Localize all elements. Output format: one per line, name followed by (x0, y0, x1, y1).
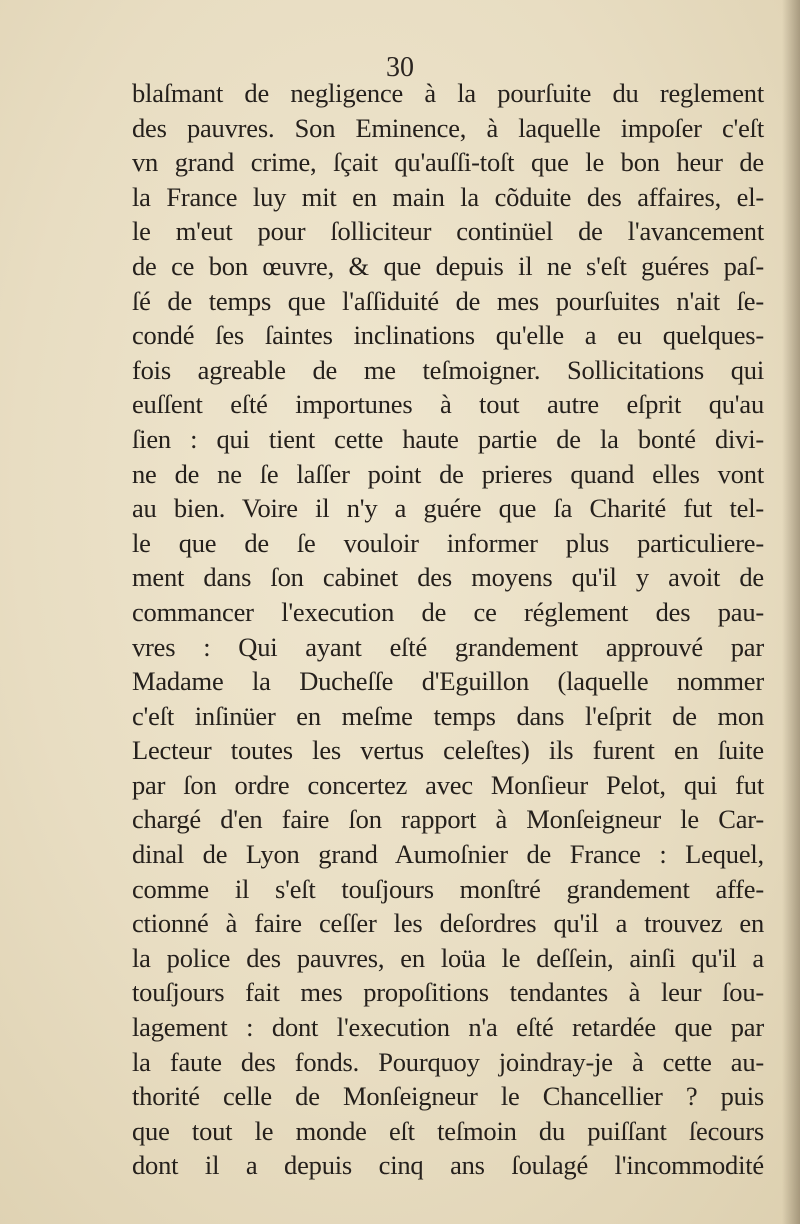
text-line: de ce bon œuvre, & que depuis il ne s'eſt guéres paſ- (132, 250, 764, 281)
body-text (132, 76, 764, 1183)
text-line: ſien : qui tient cette haute partie de la bonté divi- (132, 423, 764, 454)
text-line: vres : Qui ayant eſté grandement approuvé par (132, 631, 764, 662)
text-line: le que de ſe vouloir informer plus particuliere- (132, 527, 764, 558)
text-line: le m'eut pour ſolliciteur continüel de l'avancement (132, 216, 764, 247)
text-line: chargé d'en faire ſon rapport à Monſeigneur le Car- (132, 804, 764, 835)
text-line: blaſmant de negligence à la pourſuite du reglement (132, 78, 764, 108)
text-line: comme il s'eſt touſjours monſtré grandement affe- (132, 873, 764, 904)
text-line: euſſent eſté importunes à tout autre eſprit qu'au (132, 389, 764, 420)
page-edge-shadow (782, 0, 800, 1224)
text-line: Lecteur toutes les vertus celeſtes) ils furent en ſuite (132, 735, 764, 766)
text-line: ment dans ſon cabinet des moyens qu'il y avoit de (132, 562, 764, 593)
text-line: par ſon ordre concertez avec Monſieur Pelot, qui fut (132, 769, 764, 800)
text-line: commancer l'execution de ce réglement des pau- (132, 596, 764, 627)
text-line: vn grand crime, ſçait qu'auſſi-toſt que le bon heur de (132, 147, 764, 178)
text-line: condé ſes ſaintes inclinations qu'elle a eu quelques- (132, 320, 764, 351)
text-line: dont il a depuis cinq ans ſoulagé l'incommodité (132, 1150, 764, 1181)
text-line: fois agreable de me teſmoigner. Sollicitations qui (132, 354, 764, 385)
text-line: thorité celle de Monſeigneur le Chancellier ? puis (132, 1081, 764, 1112)
text-line: dinal de Lyon grand Aumoſnier de France : Lequel, (132, 839, 764, 870)
text-line: ſé de temps que l'aſſiduité de mes pourſuites n'ait ſe- (132, 285, 764, 316)
text-line: touſjours fait mes propoſitions tendantes à leur ſou- (132, 977, 764, 1008)
text-line: ctionné à faire ceſſer les deſordres qu'il a trouvez en (132, 908, 764, 939)
text-line: la faute des fonds. Pourquoy joindray-je à cette au- (132, 1046, 764, 1077)
text-line: des pauvres. Son Eminence, à laquelle impoſer c'eſt (132, 112, 764, 143)
text-line: Madame la Ducheſſe d'Eguillon (laquelle nommer (132, 666, 764, 697)
text-line: que tout le monde eſt teſmoin du puiſſant ſecours (132, 1115, 764, 1146)
text-line: la France luy mit en main la cõduite des affaires, el- (132, 181, 764, 212)
text-line: lagement : dont l'execution n'a eſté retardée que par (132, 1012, 764, 1043)
page-number: 30 (386, 52, 414, 83)
text-line: la police des pauvres, en loüa le deſſein, ainſi qu'il a (132, 942, 764, 973)
text-line: c'eſt inſinüer en meſme temps dans l'eſprit de mon (132, 700, 764, 731)
text-line: ne de ne ſe laſſer point de prieres quand elles vont (132, 458, 764, 489)
text-line: au bien. Voire il n'y a guére que ſa Charité fut tel- (132, 493, 764, 524)
